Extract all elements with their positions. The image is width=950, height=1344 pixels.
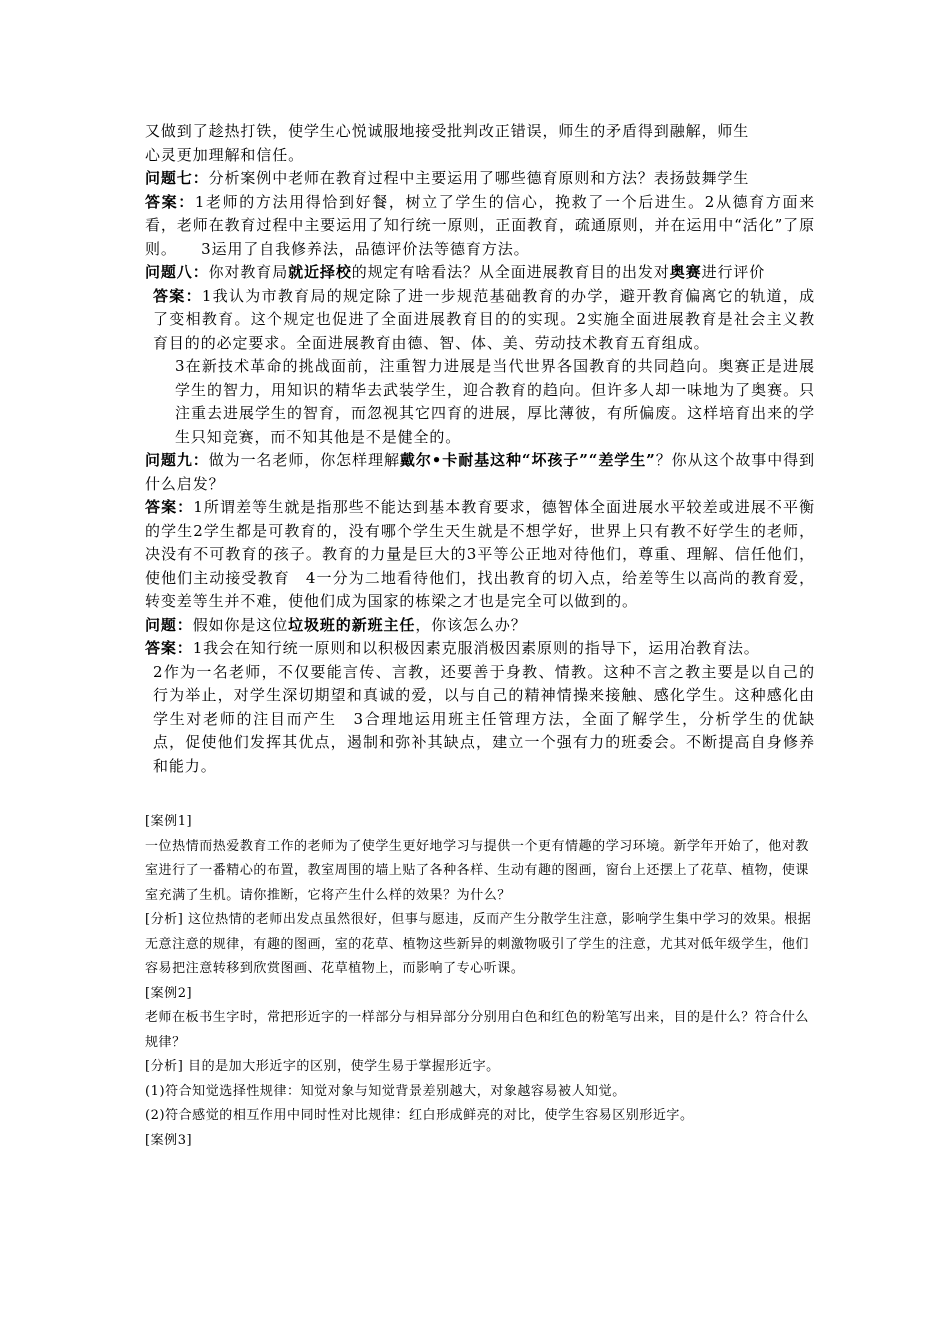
question-label: 问题九： <box>145 451 209 469</box>
answer-text: 1我认为市教育局的规定除了进一步规范基础教育的办学，避开教育偏离它的轨道，成了变相教育。这个规定也促进了全面进展教育目的的实现。2实施全面进展教育是社会主义教育目的的必定要求。全面进展教育由德、智、体、美、劳动技术教育五育组成。 <box>153 286 816 352</box>
case-analysis: [分析] 这位热情的老师出发点虽然很好，但事与愿违，反而产生分散学生注意，影响学生集中学习的效果。根据无意注意的规律，有趣的图画，室的花草、植物这些新异的刺激物吸引了学生的注意，尤其对低年级学生，他们容易把注意转移到欣赏图画、花草植物上，而影响了专心听课。 <box>145 912 812 976</box>
question-emphasis: 奥赛 <box>669 263 702 281</box>
answer-7 <box>145 191 815 262</box>
case-title: [案例3] <box>145 1132 193 1148</box>
answer-text: 1我会在知行统一原则和以积极因素克服消极因素原则的指导下，运用冶教育法。 <box>192 639 760 657</box>
answer-label: 答案： <box>145 639 193 657</box>
question-text: ，你该怎么办？ <box>415 615 527 634</box>
question-text: 假如你是这位 <box>192 615 289 634</box>
question-text: 分析案例中老师在教育过程中主要运用了哪些德育原则和方法？表扬鼓舞学生 <box>208 169 750 187</box>
answer-9 <box>145 496 815 614</box>
question-8 <box>145 261 815 285</box>
question-9 <box>145 449 815 496</box>
question-label: 问题七： <box>145 169 209 187</box>
answer-label: 答案： <box>145 498 194 516</box>
answer-10 <box>145 637 815 661</box>
answer-text: 1所谓差等生就是指那些不能达到基本教育要求，德智体全面进展水平较差或进展不平衡的学生2学生都是可教育的，没有哪个学生天生就是不想学好，世界上只有教不好学生的老师，决没有不可教育的孩子。教育的力量是巨大的3平等公正地对待他们，尊重、理解、信任他们，使他们主动接受教育 4一分为二地看待他们，找出教育的切入点，给差等生以高尚的教育爱，转变差等生并不难，使他们成为国家的栋梁之才也是完全可以做到的。 <box>145 498 815 610</box>
text-line: 心灵更加理解和信任。 <box>145 145 305 164</box>
case-body: 老师在板书生字时，常把形近字的一样部分与相异部分分别用白色和红色的粉笔写出来，目的是什么？符合什么规律？ <box>145 1010 809 1050</box>
answer-8 <box>145 285 815 356</box>
section-gap <box>145 778 815 810</box>
question-text: 进行评价 <box>701 263 766 281</box>
text-line: 又做到了趁热打铁，使学生心悦诚服地接受批判改正错误，师生的矛盾得到融解，师生 <box>145 122 750 140</box>
question-label: 问题： <box>145 615 193 634</box>
answer-8-paragraph: 3在新技术革命的挑战面前，注重智力进展是当代世界各国教育的共同趋向。奥赛正是进展学生的智力，用知识的精华去武装学生，迎合教育的趋向。但许多人却一味地为了奥赛。只注重去进展学生的智育，而忽视其它四育的进展，厚比薄彼，有所偏废。这样培育出来的学生只知竞赛，而不知其他是不是健全的。 <box>175 357 815 446</box>
question-text: 做为一名老师，你怎样理解 <box>208 451 400 469</box>
question-emphasis: 戴尔•卡耐基这种“坏孩子”“差学生” <box>399 451 656 469</box>
question-10 <box>145 614 815 638</box>
answer-text: 1老师的方法用得恰到好餐，树立了学生的信心，挽救了一个后进生。2从德育方面来看，老师在教育过程中主要运用了知行统一原则，正面教育，疏通原则，并在运用中“活化”了原则。 3运用了自我修养法，品德评价法等德育方法。 <box>145 192 816 258</box>
document-page <box>145 120 815 1153</box>
answer-label: 答案： <box>145 192 195 211</box>
case-body: 一位热情而热爱教育工作的老师为了使学生更好地学习与提供一个更有情趣的学习环境。新学年开始了，他对教室进行了一番精心的布置，教室周围的墙上贴了各种各样、生动有趣的图画，窗台上还摆上了花草、植物，使课室充满了生机。请你推断，它将产生什么样的效果？为什么？ <box>145 838 809 903</box>
answer-label: 答案： <box>153 286 202 305</box>
case-title: [案例2] <box>145 985 193 1001</box>
case-analysis: [分析] 目的是加大形近字的区别，使学生易于掌握形近字。 <box>145 1059 500 1074</box>
case-point: (2)符合感觉的相互作用中同时性对比规律：红白形成鲜亮的对比，使学生容易区别形近字。 <box>145 1108 694 1123</box>
question-emphasis: 垃圾班的新班主任 <box>288 615 416 634</box>
answer-10-paragraph: 2作为一名老师，不仅要能言传、言教，还要善于身教、情教。这种不言之教主要是以自己的行为举止，对学生深切期望和真诚的爱，以与自己的精神情操来接触、感化学生。这种感化由学生对老师的注目而产生 3合理地运用班主任管理方法，全面了解学生，分析学生的优缺点，促使他们发挥其优点，遏制和弥补其缺点，建立一个强有力的班委会。不断提高自身修养和能力。 <box>153 662 815 775</box>
question-text: ？你从这个故事中得到什么启发？ <box>145 451 815 493</box>
question-label: 问题八： <box>145 263 209 281</box>
case-title: [案例1] <box>145 814 193 829</box>
question-emphasis: 就近择校 <box>288 263 352 281</box>
question-text: 的规定有啥看法？从全面进展教育目的出发对 <box>351 263 670 281</box>
case-point: (1)符合知觉选择性规律：知觉对象与知觉背景差别越大，对象越容易被人知觉。 <box>145 1083 626 1099</box>
question-7 <box>145 167 815 191</box>
question-text: 你对教育局 <box>208 263 289 281</box>
